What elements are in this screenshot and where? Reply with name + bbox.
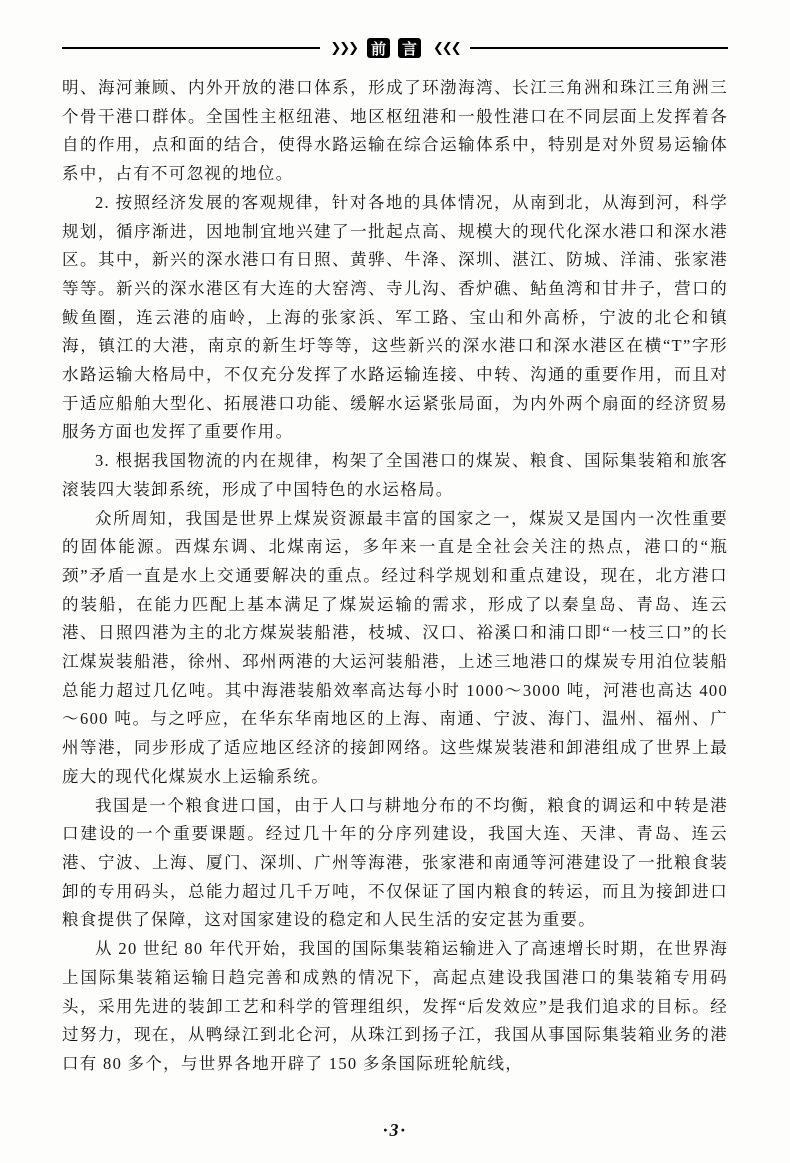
chapter-title [365, 38, 423, 58]
header-rule-right [470, 47, 728, 49]
paragraph-grain: 我国是一个粮食进口国，由于人口与耕地分布的不均衡，粮食的调运和中转是港口建设的一个重要课题。经过几十年的分序列建设，我国大连、天津、青岛、连云港、宁波、上海、厦门、深圳、广州等海港，张家港和南通等河港建设了一批粮食装卸的专用码头，总能力超过几千万吨，不仅保证了国内粮食的转运，而且为接卸进口粮食提供了保障，这对国家建设的稳定和人民生活的安定甚为重要。 [62, 795, 728, 930]
paragraph-item-2: 2. 按照经济发展的客观规律，针对各地的具体情况，从南到北，从海到河，科学规划，循序渐进，因地制宜地兴建了一批起点高、规模大的现代化深水港口和深水港区。其中，新兴的深水港口有日照、黄骅、牛洚、深圳、湛江、防城、洋浦、张家港等等。新兴的深水港区有大连的大窑湾、寺儿沟、香炉礁、鲇鱼湾和甘井子，营口的鲅鱼圈，连云港的庙岭，上海的张家浜、军工路、宝山和外高桥，宁波的北仑和镇海，镇江的大港，南京的新生圩等等，这些新兴的深水港口和深水港区在横“T”字形水路运输大格局中，不仅充分发挥了水路运输连接、中转、沟通的重要作用，而且对于适应船舶大型化、拓展港口功能、缓解水运紧张局面，为内外两个扇面的经济贸易服务方面也发挥了重要作用。 [62, 192, 728, 442]
left-chevrons-icon: ❯❯❯ [330, 40, 357, 56]
title-char-2: 言 [398, 38, 421, 58]
body-text [62, 74, 728, 1079]
paragraph-coal: 众所周知，我国是世界上煤炭资源最丰富的国家之一，煤炭又是国内一次性重要的固体能源。西煤东调、北煤南运，多年来一直是全社会关注的热点，港口的“瓶颈”矛盾一直是水上交通要解决的重点。经过科学规划和重点建设，现在，北方港口的装船，在能力匹配上基本满足了煤炭运输的需求，形成了以秦皇岛、青岛、连云港、日照四港为主的北方煤炭装船港，枝城、汉口、裕溪口和浦口即“一枝三口”的长江煤炭装船港，徐州、邳州两港的大运河装船港，上述三地港口的煤炭专用泊位装船总能力超过几亿吨。其中海港装船效率高达每小时 1000～3000 吨，河港也高达 400～600 吨。与之呼应，在华东华南地区的上海、南通、宁波、海门、温州、福州、广州等港，同步形成了适应地区经济的接卸网络。这些煤炭装港和卸港组成了世界上最庞大的现代化煤炭水上运输系统。 [62, 508, 728, 786]
page-header [62, 36, 728, 60]
header-rule-left [62, 47, 320, 49]
title-char-1: 前 [367, 38, 390, 58]
paragraph-continuation: 明、海河兼顾、内外开放的港口体系，形成了环渤海湾、长江三角洲和珠江三角洲三个骨干港口群体。全国性主枢纽港、地区枢纽港和一般性港口在不同层面上发挥着各自的作用，点和面的结合，使得水路运输在综合运输体系中，特别是对外贸易运输体系中，占有不可忽视的地位。 [62, 78, 728, 184]
paragraph-container: 从 20 世纪 80 年代开始，我国的国际集装箱运输进入了高速增长时期，在世界海上国际集装箱运输日趋完善和成熟的情况下，高起点建设我国港口的集装箱专用码头，采用先进的装卸工艺和科学的管理组织，发挥“后发效应”是我们追求的目标。经过努力，现在，从鸭绿江到北仑河，从珠江到扬子江，我国从事国际集装箱业务的港口有 80 多个，与世界各地开辟了 150 多条国际班轮航线， [62, 939, 728, 1073]
page-number: ·3· [383, 1120, 407, 1140]
right-chevrons-icon: ❮❮❮ [433, 40, 460, 56]
paragraph-item-3: 3. 根据我国物流的内在规律，构架了全国港口的煤炭、粮食、国际集装箱和旅客滚装四大装卸系统，形成了中国特色的水运格局。 [62, 451, 728, 499]
page-footer [0, 1120, 790, 1141]
